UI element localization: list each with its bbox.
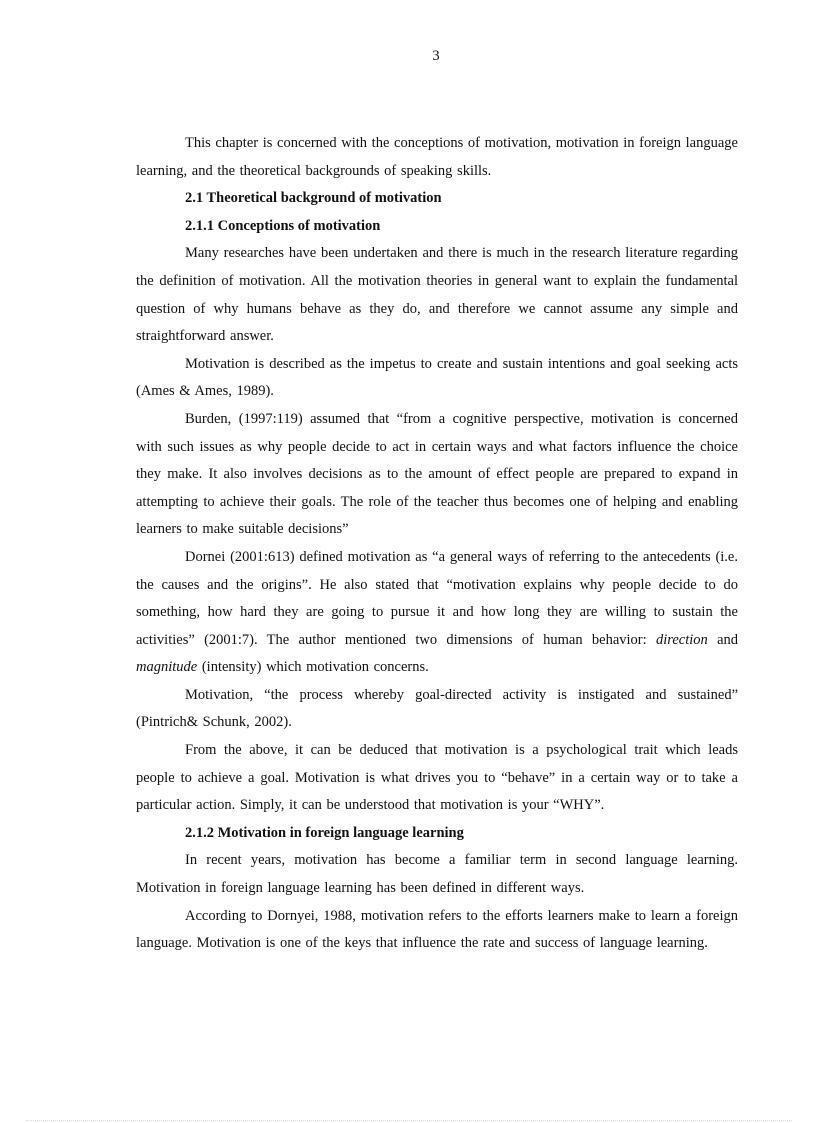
section-heading-2-1-1: 2.1.1 Conceptions of motivation [185,217,381,234]
dornei-end: (intensity) which motivation concerns. [197,659,429,676]
section-heading-2-1-2: 2.1.2 Motivation in foreign language learning [185,824,464,841]
paragraph-dornei [136,544,738,682]
paragraph-burden-quote: Burden, (1997:119) assumed that “from a cognitive perspective, motivation is concerned with such issues as why people decide to act in certain ways and what factors influence the choice they make. It also involves decisions as to the amount of effect people are prepared to expand in attempting to achieve their goals. The role of the teacher thus becomes one of helping and enabling learners to make suitable decisions” [136,410,738,538]
dornei-direction-term: direction [655,631,708,648]
page-body [136,130,738,958]
paragraph-impetus: Motivation is described as the impetus to create and sustain intentions and goal seeking acts (Ames & Ames, 1989). [136,355,738,400]
intro-paragraph: This chapter is concerned with the conceptions of motivation, motivation in foreign language learning, and the theoretical backgrounds of speaking skills. [136,135,738,179]
paragraph-pintrich: Motivation, “the process whereby goal-directed activity is instigated and sustained” (Pintrich& Schunk, 2002). [136,686,738,731]
dornei-and: and [707,631,738,648]
dornei-magnitude-term: magnitude [136,659,198,676]
section-heading-2-1: 2.1 Theoretical background of motivation [185,190,442,207]
page-bottom-divider [26,1120,792,1121]
page-number: 3 [432,48,440,64]
paragraph-researches: Many researches have been undertaken and there is much in the research literature regarding the definition of motivation. All the motivation theories in general want to explain the fundamental question of why humans behave as they do, and therefore we cannot assume any simple and straightforward answer. [136,245,738,345]
dornei-text: Dornei (2001:613) defined motivation as “a general ways of referring to the antecedents (i.e. the causes and the origins”. He also stated that “motivation explains why people decide to do something, how hard they are going to pursue it and how long they are willing to sustain the activities” (2001:7). The author mentioned two dimensions of human behavior: [136,548,738,648]
paragraph-dornyei: According to Dornyei, 1988, motivation refers to the efforts learners make to learn a foreign language. Motivation is one of the keys that influence the rate and success of language learning. [136,907,738,952]
paragraph-recent-years: In recent years, motivation has become a familiar term in second language learning. Motivation in foreign language learning has been defined in different ways. [136,852,738,897]
paragraph-deduced: From the above, it can be deduced that motivation is a psychological trait which leads people to achieve a goal. Motivation is what drives you to “behave” in a certain way or to take a particular action. Simply, it can be understood that motivation is your “WHY”. [136,742,738,814]
